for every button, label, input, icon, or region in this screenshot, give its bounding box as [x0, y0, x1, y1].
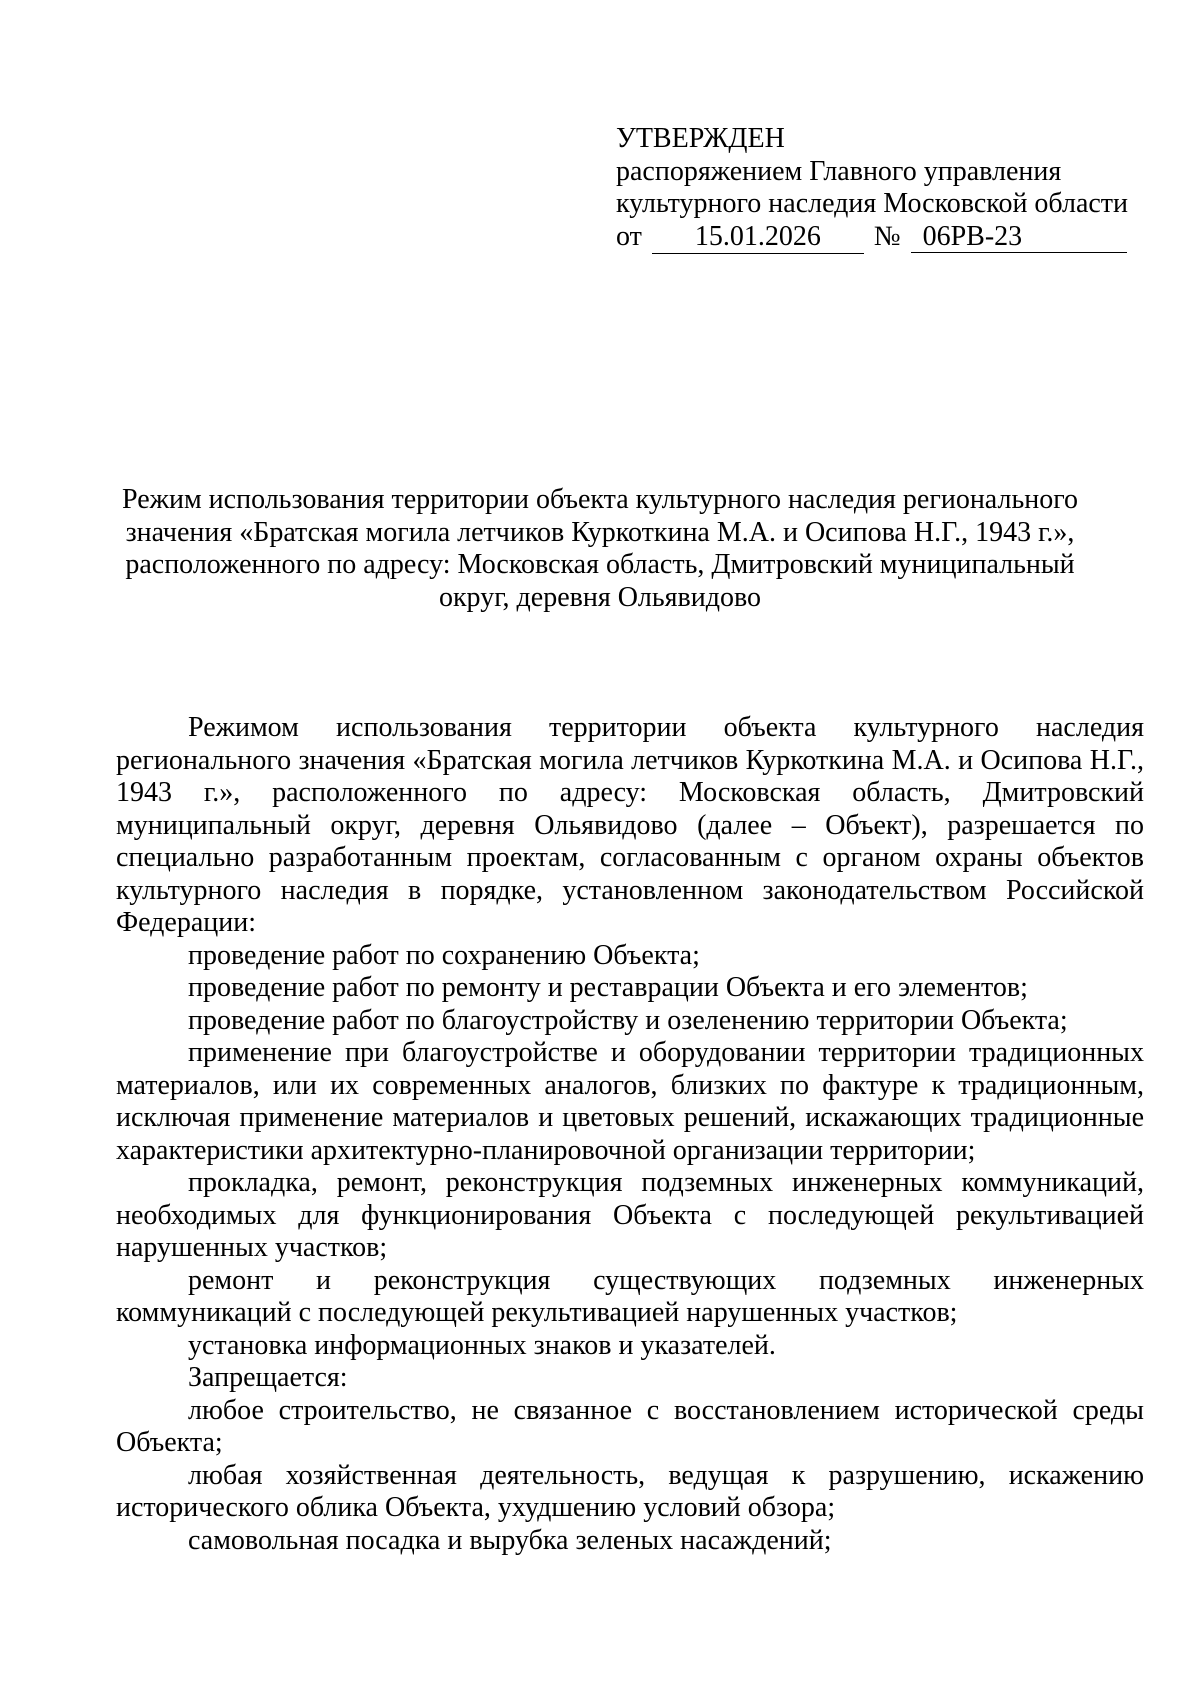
title-line-4: округ, деревня Ольявидово — [438, 581, 762, 613]
paragraph-prohibited-heading: Запрещается: — [188, 1362, 348, 1393]
paragraph-item: применение при благоустройстве и оборудовании территории традиционных материалов, или их современных аналогов, близких по фактуре к традиционным, исключая применение материалов и цветовых решений, искажающих традиционные характеристики архитектурно-планировочной организации территории; — [116, 1037, 1144, 1166]
title-line-3: расположенного по адресу: Московская область, Дмитровский муниципальный — [125, 549, 1075, 580]
paragraph-item: проведение работ по ремонту и реставрации Объекта и его элементов; — [188, 972, 1028, 1003]
title-line-1: Режим использования территории объекта культурного наследия регионального — [122, 484, 1078, 515]
approval-status: УТВЕРЖДЕН — [616, 123, 785, 154]
approval-stamp-block — [616, 123, 1136, 254]
document-title — [116, 484, 1084, 614]
approval-number-field: 06РВ-23 — [911, 224, 1127, 253]
approval-date-field: 15.01.2026 — [652, 224, 864, 254]
document-body — [116, 712, 1144, 1557]
approval-line-2: распоряжением Главного управления — [616, 155, 1062, 187]
paragraph-item: прокладка, ремонт, реконструкция подземных инженерных коммуникаций, необходимых для функционирования Объекта с последующей рекультивацией нарушенных участков; — [116, 1167, 1144, 1263]
approval-date-number-line — [616, 221, 1136, 254]
paragraph-item: любое строительство, не связанное с восстановлением исторической среды Объекта; — [116, 1394, 1144, 1458]
paragraph-item: ремонт и реконструкция существующих подземных инженерных коммуникаций с последующей рекультивацией нарушенных участков; — [116, 1264, 1144, 1328]
paragraph-item: самовольная посадка и вырубка зеленых насаждений; — [188, 1524, 832, 1556]
paragraph-item: установка информационных знаков и указателей. — [188, 1329, 776, 1361]
paragraph-item: проведение работ по благоустройству и озеленению территории Объекта; — [188, 1004, 1068, 1036]
number-prefix: № — [873, 220, 901, 252]
paragraph-item: любая хозяйственная деятельность, ведущая к разрушению, искажению исторического облика Объекта, ухудшению условий обзора; — [116, 1459, 1144, 1523]
title-line-2: значения «Братская могила летчиков Куркоткина М.А. и Осипова Н.Г., 1943 г.», — [125, 516, 1075, 548]
paragraph-item: проведение работ по сохранению Объекта; — [188, 939, 700, 971]
paragraph-intro: Режимом использования территории объекта культурного наследия регионального значения «Братская могила летчиков Куркоткина М.А. и Осипова Н.Г., 1943 г.», расположенного по адресу: Московская область, Дмитровский муниципальный округ, деревня Ольявидово (далее – Объект), разрешается по специально разработанным проектам, согласованным с органом охраны объектов культурного наследия в порядке, установленном законодательством Российской Федерации: — [116, 712, 1144, 938]
date-prefix: от — [616, 220, 642, 252]
approval-line-3: культурного наследия Московской области — [616, 188, 1129, 219]
